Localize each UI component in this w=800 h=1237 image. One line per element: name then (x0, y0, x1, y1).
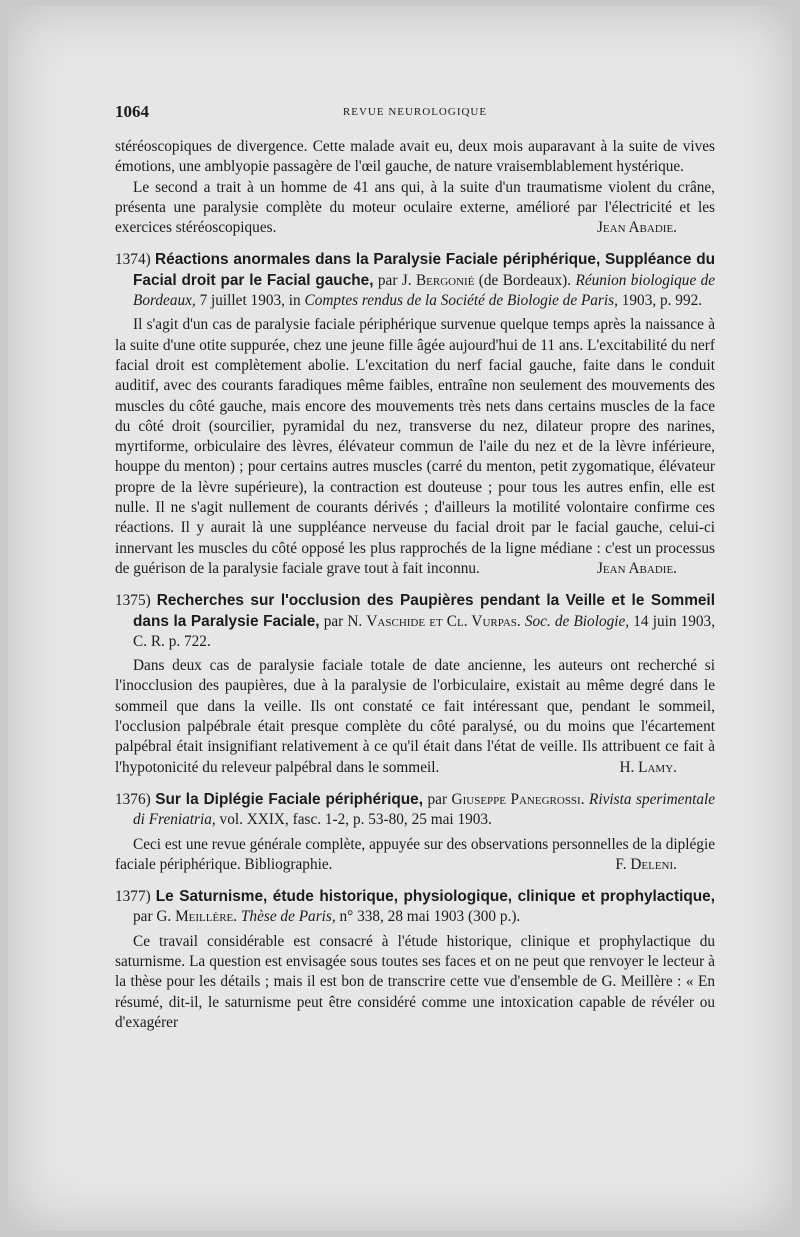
abstract-text: Il s'agit d'un cas de paralysie faciale périphérique survenue quelque temps après la naissance à la suite d'une otite suppurée, chez une jeune fille âgée aujourd'hui de 11 ans. L'excitabilité du nerf facial droit est complètement abolie. L'excitation du nerf facial gauche, faite dans le conduit auditif, avec des courants faradiques même faibles, entraîne non seulement des mouvements des muscles du côté gauche, mais encore des mouvements très nets dans certains muscles de la face du côté droit (sourcilier, pyramidal du nez, transverse du nez, dilateur propre des narines, myrtiforme, orbiculaire des lèvres, élévateur commun de l'aile du nez et de la lèvre inférieure, houppe du menton) ; pour certains autres muscles (carré du menton, petit zygomatique, élévateur propre de la lèvre supérieure), la contraction est douteuse ; pour tous les autres enfin, elle est nulle. Il ne s'agit nullement de courants dérivés ; d'ailleurs la motilité volontaire confirme ces réactions. Il y aurait là une suppléance nerveuse du facial droit par le facial gauche, celui-ci innervant les muscles du côté opposé les plus rapprochés de la ligne médiane : c'est un processus de guérison de la paralysie faciale grave tout à fait inconnu. (115, 316, 715, 577)
author-suffix: et Cl. Vurpas. (429, 612, 521, 630)
abstract-text: Ce travail considérable est consacré à l'étude historique, clinique et prophylactique du saturnisme. La question est envisagée sous toutes ses faces et on ne peut que renvoyer le lecteur à la thèse pour les détails ; mais il est bon de transcrire cette vue d'ensemble de G. Meillère : « En résumé, dit-il, le saturnisme peut être considéré comme une intoxication capable de révéler ou d'exagérer (115, 932, 715, 1031)
paragraph-text: Le second a trait à un homme de 41 ans qui, à la suite d'un traumatisme violent du crâne, présenta une paralysie complète du moteur oculaire externe, amélioré par l'électricité et les exercices stéréoscopiques. (115, 178, 715, 237)
entry-number: 1374) (115, 251, 151, 269)
entry-heading (115, 790, 716, 831)
continuation-paragraph: stéréoscopiques de divergence. Cette malade avait eu, deux mois auparavant à la suite de vives émotions, une amblyopie passagère de l'œil gauche, de nature vraisemblablement hystérique. (115, 138, 715, 176)
entry-number: 1377) (115, 888, 151, 906)
running-head: REVUE NEUROLOGIQUE (342, 106, 488, 118)
author-suffix: (de Bordeaux). (478, 271, 572, 289)
entry-heading (115, 250, 716, 311)
entry-abstract (115, 835, 715, 876)
abstract-entry (115, 790, 715, 875)
signature: H. Lamy. (619, 758, 677, 776)
entry-number: 1375) (115, 592, 151, 610)
author-prefix: par N. (323, 612, 363, 630)
entry-source-page: 1903, p. 992. (621, 292, 703, 310)
page-number: 1064 (115, 102, 149, 121)
abstract-text: Ceci est une revue générale complète, appuyée sur des observations personnelles de la diplégie faciale périphérique. Bibliographie. (115, 835, 715, 873)
entry-number: 1376) (115, 790, 151, 808)
entry-author: Bergonié (415, 271, 475, 289)
abstract-text: Dans deux cas de paralysie faciale totale de date ancienne, les auteurs ont recherché si l'inocclusion des paupières, due à la paralysie de l'orbiculaire, existait au même degré dans le sommeil que dans la veille. Ils ont constaté ce fait intéressant que, pendant le sommeil, l'occlusion palpébrale était presque complète du côté paralysé, ou du moins que l'écartement palpébral était insignifiant relativement à ce qu'il était dans l'état de veille. Ils attribuent ce fait à l'hypotonicité du releveur palpébral dans le sommeil. (115, 657, 715, 776)
author-prefix: par J. (377, 271, 412, 289)
entry-source-date: n° 338, 28 mai 1903 (300 p.). (339, 908, 521, 926)
entry-abstract (115, 932, 715, 1033)
entry-source: Réunion biologique de Bordeaux, (133, 271, 716, 310)
entry-title: Le Saturnisme, étude historique, physiologique, clinique et prophylactique, (155, 888, 715, 906)
entry-title: Réactions anormales dans la Paralysie Faciale périphérique, Suppléance du Facial droit par le Facial gauche, (133, 251, 715, 289)
signature: Jean Abadie. (596, 559, 677, 577)
author-prefix: par G. (133, 908, 172, 926)
entry-source-journal: Comptes rendus de la Société de Biologie de Paris, (304, 292, 618, 310)
entry-source: Thèse de Paris, (240, 908, 336, 926)
author-prefix: par (427, 790, 448, 808)
entry-author: Meillère. (175, 908, 238, 926)
continuation-paragraph-2 (115, 178, 715, 239)
abstract-entry (115, 887, 715, 1033)
entry-abstract (115, 656, 715, 778)
entry-title: Sur la Diplégie Faciale périphérique, (155, 790, 423, 808)
signature: Jean Abadie. (596, 219, 677, 237)
entry-source: Rivista sperimentale di Freniatria, (133, 790, 716, 829)
entry-abstract (115, 315, 715, 579)
entry-author: Vaschide (366, 612, 426, 630)
entry-heading (115, 591, 716, 652)
entry-author: Giuseppe Panegrossi. (451, 790, 585, 808)
body-text (115, 137, 715, 1033)
entry-source-date: 7 juillet 1903, in (199, 292, 301, 310)
abstract-entry (115, 250, 715, 579)
entry-source-date: vol. XXIX, fasc. 1-2, p. 53-80, 25 mai 1903. (219, 811, 492, 829)
entry-heading (115, 887, 715, 928)
page-header (115, 102, 715, 126)
abstract-entry (115, 591, 715, 778)
entry-source: Soc. de Biologie, (524, 612, 630, 630)
scanned-page (8, 6, 792, 1231)
entry-source-date: 14 juin 1903, C. R. p. 722. (133, 612, 716, 650)
signature: F. Deleni. (615, 855, 677, 873)
entry-title: Recherches sur l'occlusion des Paupières pendant la Veille et le Sommeil dans la Paralysie Faciale, (133, 592, 715, 630)
